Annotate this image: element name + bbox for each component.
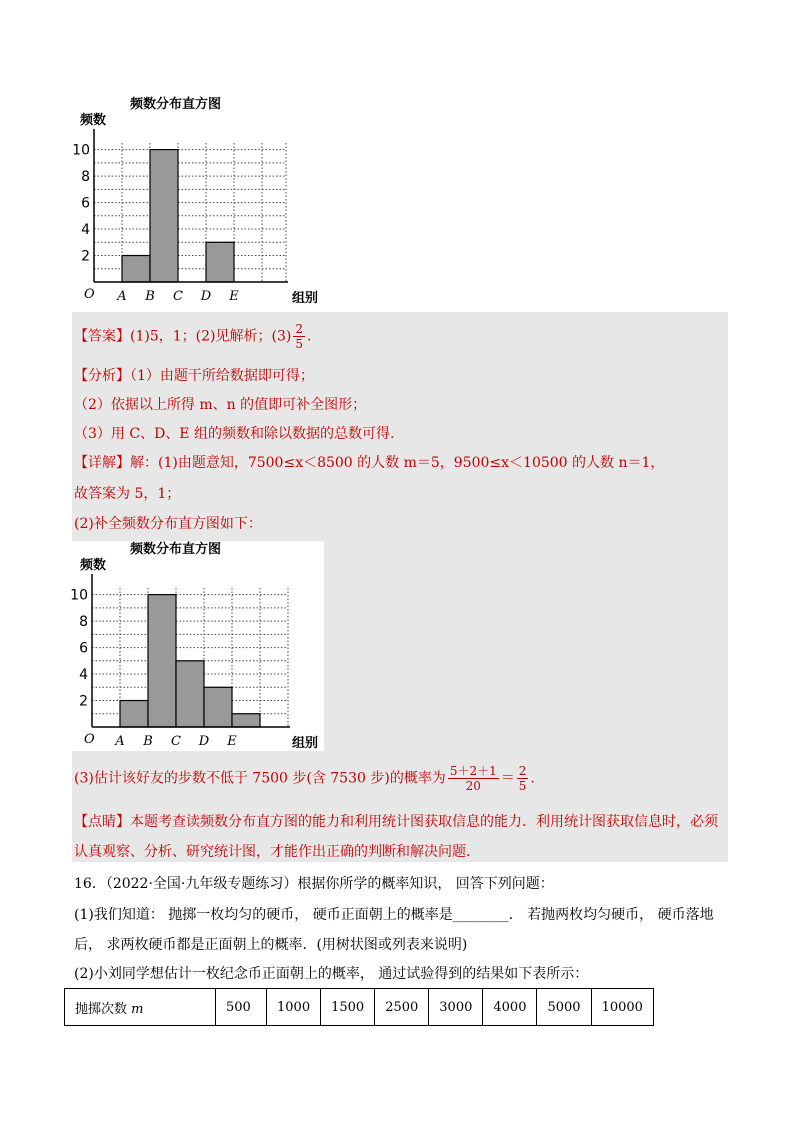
histogram-chart-1	[72, 94, 338, 306]
fraction-denominator: 5	[518, 779, 527, 793]
comment-tag: 【点睛】	[74, 814, 130, 830]
y-tick-label: 10	[70, 587, 88, 604]
chart-title: 频数分布直方图	[130, 542, 222, 557]
equals-sign: ＝	[500, 770, 515, 787]
x-tick-label: E	[229, 289, 239, 304]
table-cell: 3000	[429, 989, 483, 1026]
header-text: 抛掷次数	[75, 1001, 128, 1017]
analysis-tag: 【分析】	[74, 368, 130, 384]
x-tick-label: C	[173, 289, 183, 304]
histogram-chart-2	[72, 541, 324, 751]
detail-line-3: (2)补全频数分布直方图如下：	[74, 516, 262, 532]
table-cell: 1000	[267, 989, 321, 1026]
y-axis-label: 频数	[80, 558, 107, 573]
x-tick-label: A	[115, 734, 125, 749]
histogram-bar	[120, 701, 148, 727]
detail-line-1	[74, 453, 664, 473]
histogram-bar	[232, 714, 260, 727]
table-cell: 5000	[537, 989, 591, 1026]
probability-fraction-2	[517, 764, 529, 793]
question-16-header: 16．（2022·全国·九年级专题练习）根据你所学的概率知识， 回答下列问题：	[74, 876, 554, 892]
x-tick-label: D	[200, 289, 212, 304]
histogram-bar	[176, 661, 204, 727]
x-tick-label: A	[117, 289, 127, 304]
fraction-numerator: 2	[518, 764, 527, 778]
fraction-numerator: 2	[295, 322, 303, 336]
y-tick-label: 10	[72, 142, 90, 159]
table-cell: 500	[216, 989, 267, 1026]
header-variable: m	[131, 1001, 144, 1017]
answer-tag: 【答案】	[74, 328, 130, 345]
y-tick-label: 2	[81, 248, 90, 265]
detail-line-2: 故答案为 5，1；	[74, 486, 181, 502]
comment-line-1	[74, 812, 718, 832]
detail-text-4: (3)估计该好友的步数不低于 7500 步(含 7530 步)的概率为	[74, 770, 446, 787]
chart-title: 频数分布直方图	[130, 97, 222, 112]
x-axis-label: 组别	[292, 291, 319, 306]
question-16-part-2: (2)小刘同学想估计一枚纪念币正面朝上的概率， 通过试验得到的结果如下表所示：	[74, 966, 589, 982]
x-tick-label: B	[145, 289, 155, 304]
table-cell: 1500	[321, 989, 375, 1026]
histogram-bar	[204, 687, 232, 727]
x-tick-label: C	[171, 734, 181, 749]
y-axis-label: 频数	[80, 113, 107, 128]
x-tick-label: B	[143, 734, 153, 749]
table-header-cell	[65, 989, 216, 1026]
y-tick-label: 8	[79, 614, 88, 631]
origin-label: O	[84, 732, 95, 747]
answer-line	[74, 322, 311, 351]
fraction-denominator: 20	[465, 779, 481, 793]
detail-end: .	[530, 770, 535, 787]
comment-text-1: 本题考查读频数分布直方图的能力和利用统计图获取信息的能力．利用统计图获取信息时，必须	[130, 814, 718, 830]
fraction-denominator: 5	[295, 337, 303, 351]
detail-text-1: 解：(1)由题意知，7500≤x＜8500 的人数 m＝5，9500≤x＜10500 的人数 n＝1，	[130, 455, 665, 471]
y-tick-label: 6	[81, 195, 90, 212]
answer-fraction	[293, 322, 305, 351]
question-16-part-1-cont: 后， 求两枚硬币都是正面朝上的概率．(用树状图或列表来说明)	[74, 937, 468, 953]
histogram-bar	[150, 150, 178, 282]
histogram-bar	[122, 256, 150, 282]
histogram-bar	[148, 595, 176, 727]
fraction-numerator: 5＋2＋1	[449, 764, 497, 778]
y-tick-label: 6	[79, 640, 88, 657]
analysis-text-1: （1）由题干所给数据即可得；	[130, 368, 314, 384]
detail-line-4	[74, 764, 535, 793]
answer-end: .	[306, 328, 312, 345]
y-tick-label: 2	[79, 693, 88, 710]
comment-line-2: 认真观察、分析、研究统计图，才能作出正确的判断和解决问题.	[74, 844, 471, 860]
y-tick-label: 8	[81, 169, 90, 186]
y-tick-label: 4	[79, 667, 88, 684]
histogram-bar	[206, 242, 234, 282]
table-cell: 4000	[483, 989, 537, 1026]
analysis-line-2: （2）依据以上所得 m、n 的值即可补全图形；	[74, 397, 367, 413]
origin-label: O	[84, 287, 95, 302]
detail-tag: 【详解】	[74, 455, 130, 471]
table-cell: 2500	[375, 989, 429, 1026]
x-axis-label: 组别	[292, 736, 319, 751]
table-cell: 10000	[591, 989, 653, 1026]
answer-text: (1)5，1；(2)见解析；(3)	[130, 328, 292, 345]
table-row	[65, 989, 654, 1026]
question-16-part-1: (1)我们知道： 抛掷一枚均匀的硬币， 硬币正面朝上的概率是________． 若抛两枚均匀硬币， 硬币落地	[74, 907, 714, 923]
analysis-line-3: （3）用 C、D、E 组的频数和除以数据的总数可得.	[74, 426, 395, 442]
x-tick-label: E	[227, 734, 237, 749]
trials-table	[64, 988, 654, 1026]
y-tick-label: 4	[81, 222, 90, 239]
probability-fraction-1	[448, 764, 499, 793]
x-tick-label: D	[198, 734, 210, 749]
analysis-line-1	[74, 366, 314, 386]
